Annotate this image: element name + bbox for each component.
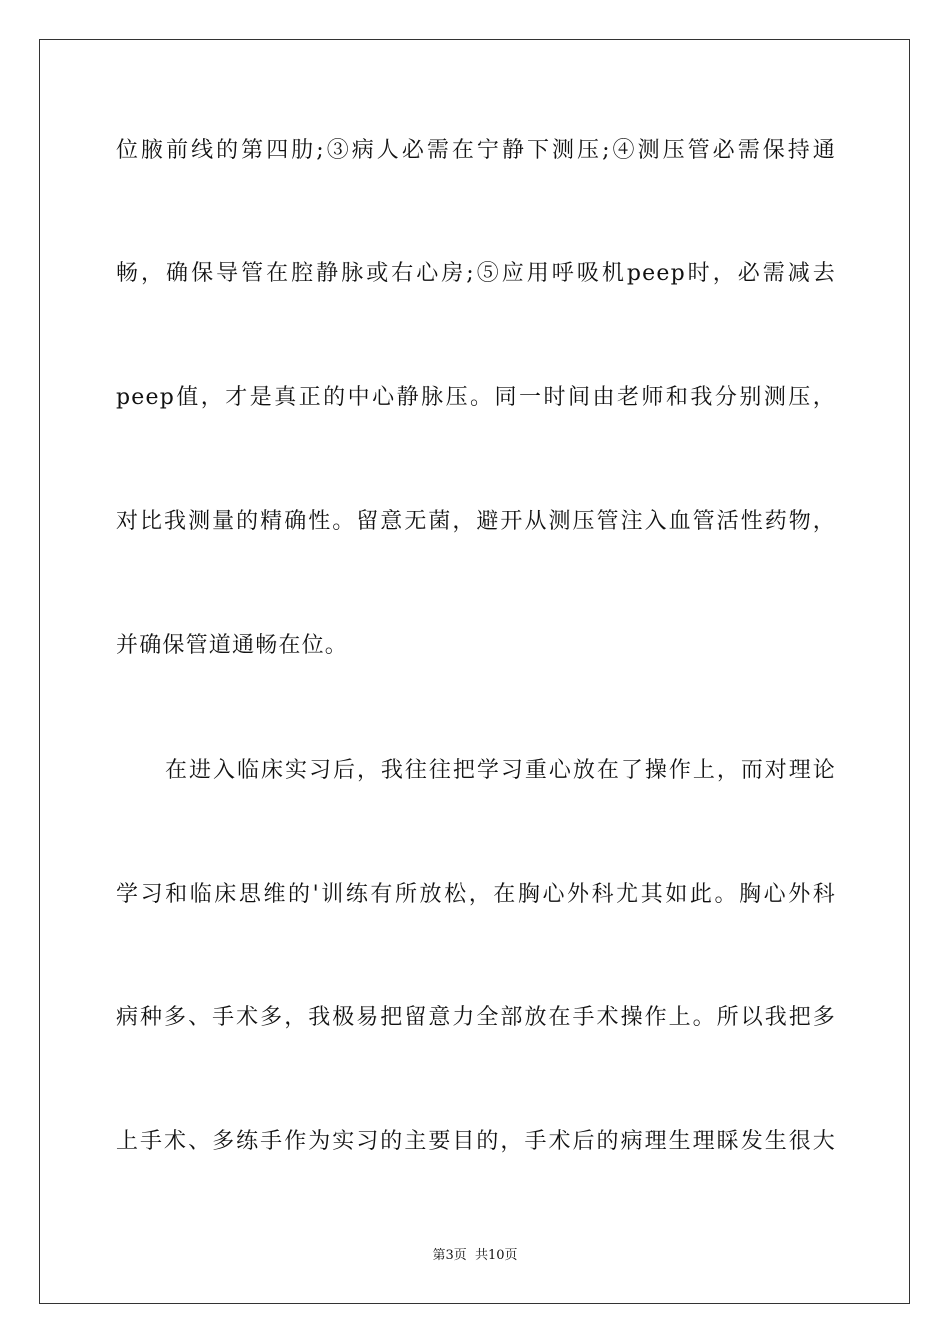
paragraph-line-4: 对比我测量的精确性。留意无菌，避开从测压管注入血管活性药物， [116,509,836,534]
paragraph-line-6: 在进入临床实习后，我往往把学习重心放在了操作上，而对理论 [165,758,836,783]
page-border [39,39,910,1304]
paragraph-line-2: 畅，确保导管在腔静脉或右心房;⑤应用呼吸机peep时，必需减去 [116,261,836,286]
paragraph-line-9: 上手术、多练手作为实习的主要目的，手术后的病理生理睬发生很大 [116,1129,836,1154]
paragraph-line-5: 并确保管道通畅在位。 [116,633,349,658]
paragraph-line-1: 位腋前线的第四肋;③病人必需在宁静下测压;④测压管必需保持通 [116,138,836,163]
paragraph-line-8: 病种多、手术多，我极易把留意力全部放在手术操作上。所以我把多 [116,1005,836,1030]
paragraph-line-7: 学习和临床思维的'训练有所放松，在胸心外科尤其如此。胸心外科 [116,882,836,907]
paragraph-line-3: peep值，才是真正的中心静脉压。同一时间由老师和我分别测压， [116,385,836,410]
page-number-footer: 第3页 共10页 [432,1248,518,1263]
